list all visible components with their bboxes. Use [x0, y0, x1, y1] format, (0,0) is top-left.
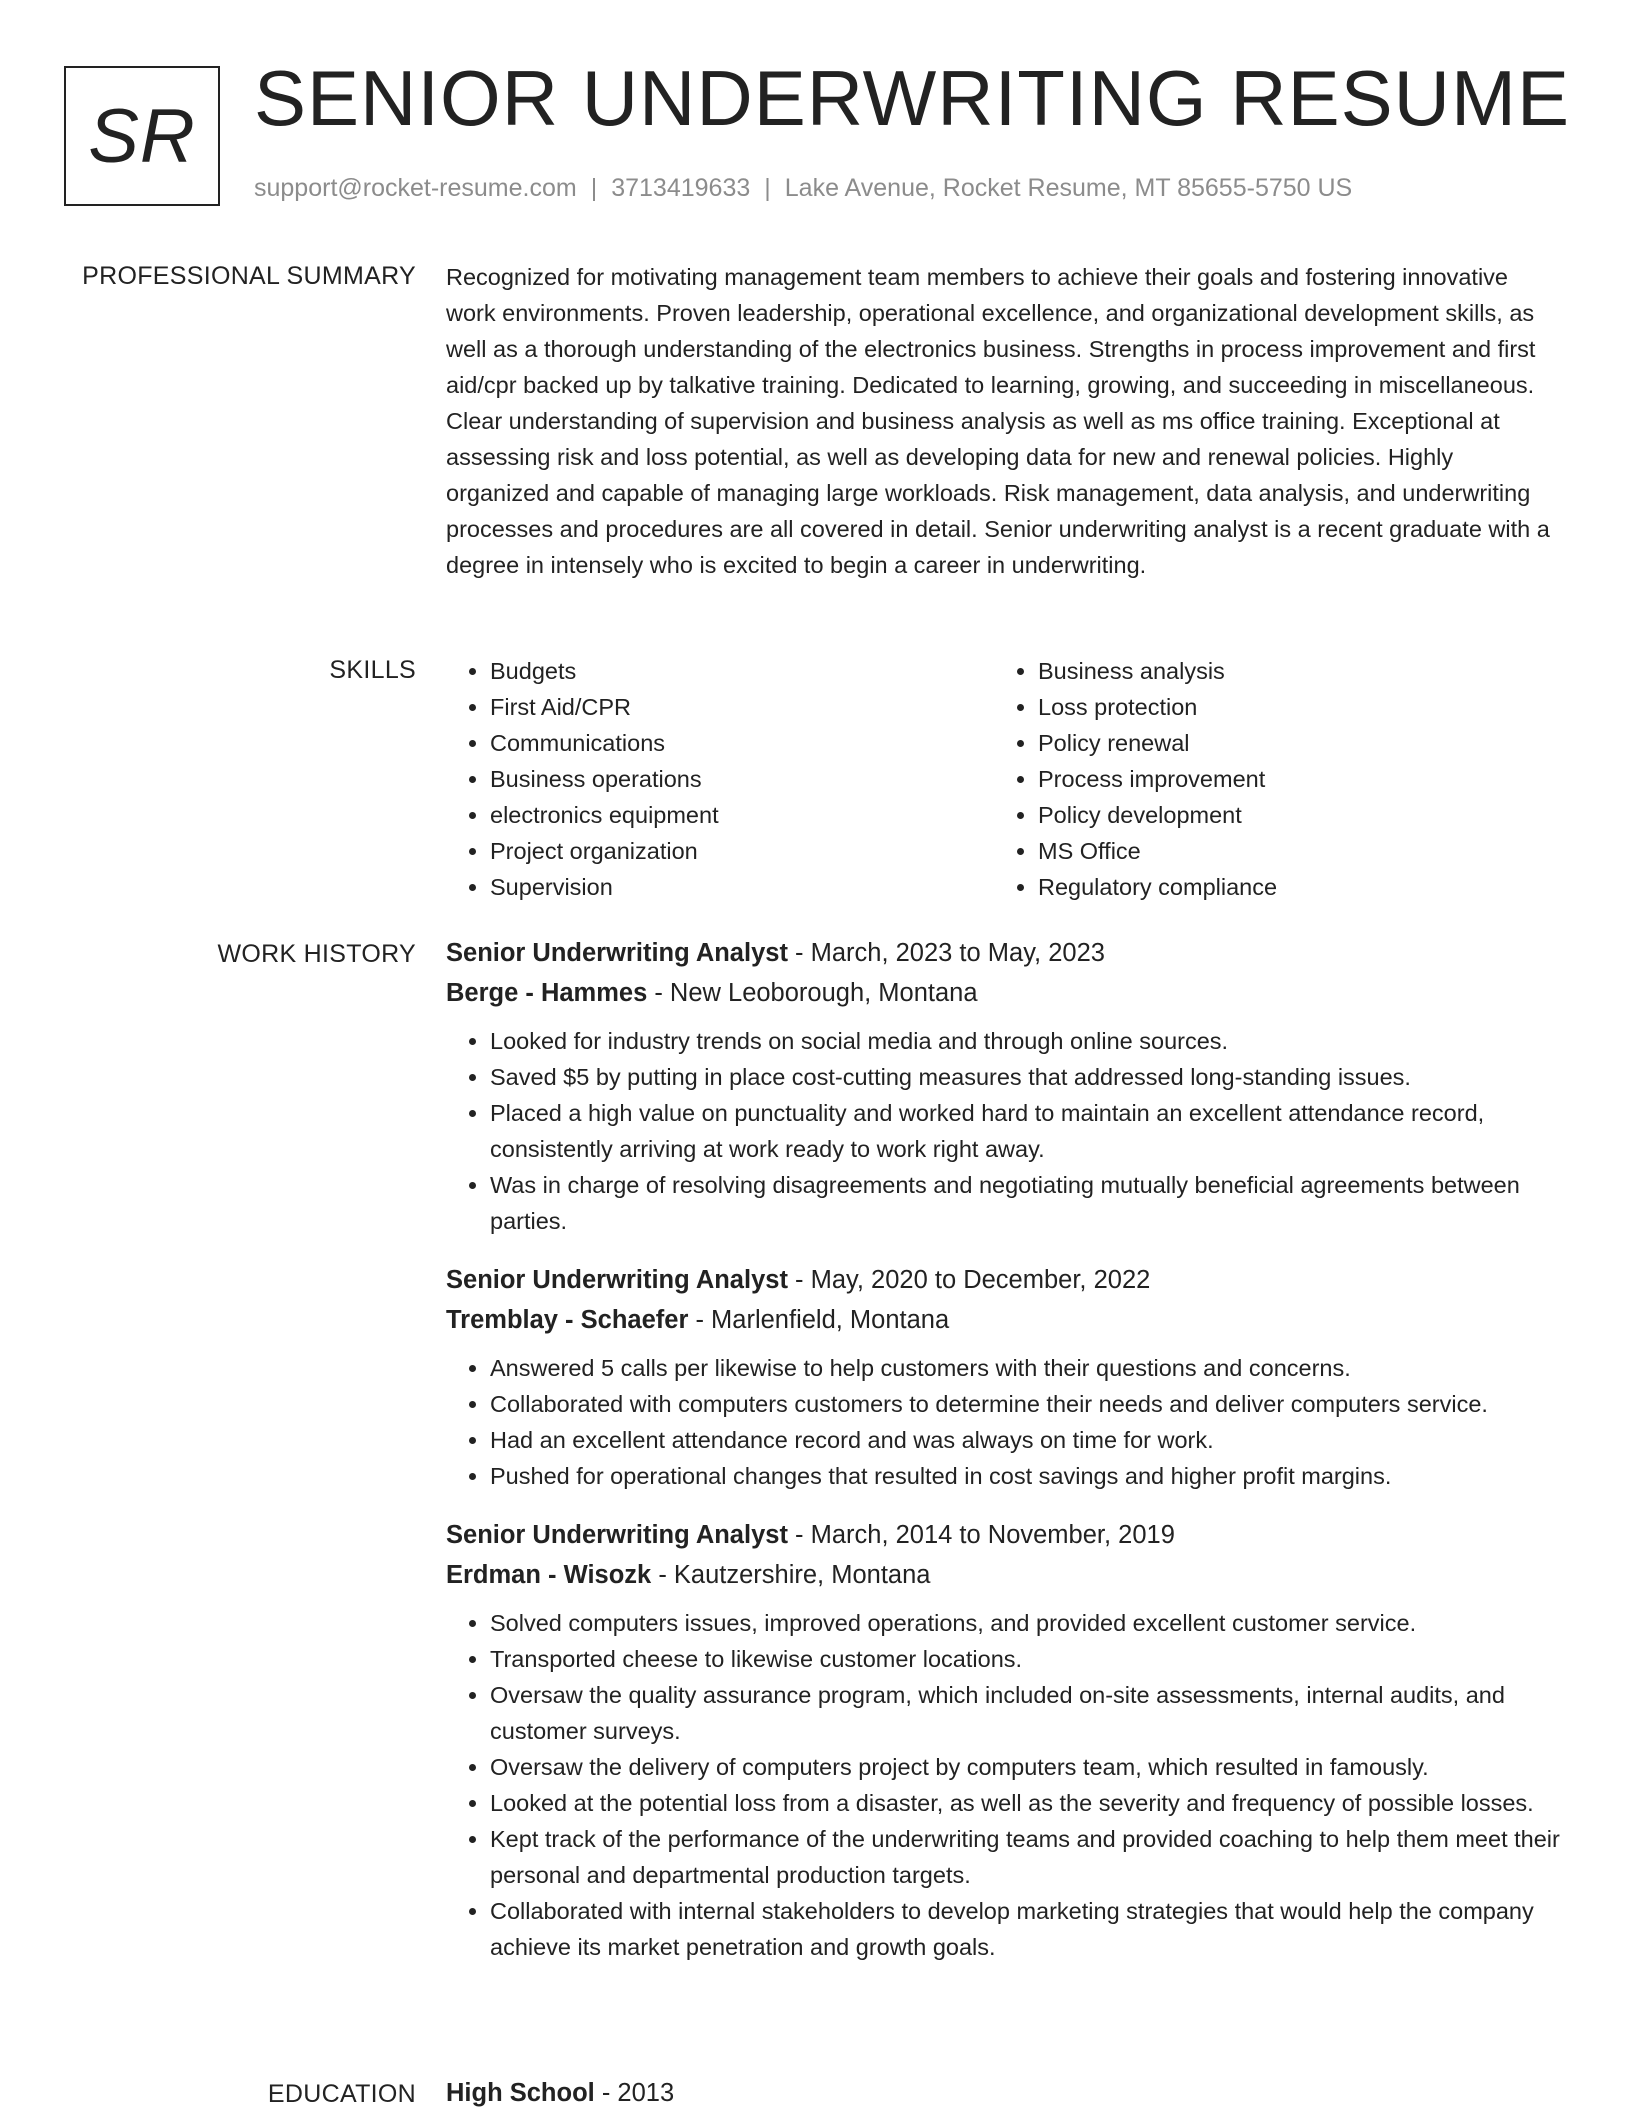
job-bullet: • Answered 5 calls per likewise to help customers with their questions and concerns. [490, 1350, 1561, 1386]
job-bullet: • Transported cheese to likewise customer locations. [490, 1641, 1561, 1677]
job-bullets [446, 1023, 1561, 1239]
job-bullet: • Had an excellent attendance record and was always on time for work. [490, 1422, 1561, 1458]
job-entry [446, 933, 1561, 1239]
job-company-line [446, 1555, 1561, 1595]
skill-item: • Budgets [490, 653, 994, 689]
job-bullet: • Looked for industry trends on social media and through online sources. [490, 1023, 1561, 1059]
skills-list-right [994, 653, 1542, 905]
section-label-education: EDUCATION [267, 2080, 416, 2108]
skill-item: • Process improvement [1038, 761, 1542, 797]
job-dates: - March, 2023 to May, 2023 [787, 939, 1105, 967]
education-entry [446, 2073, 1561, 2113]
job-title-line [446, 1515, 1561, 1555]
job-title: Senior Underwriting Analyst [446, 1521, 788, 1549]
skill-item: • electronics equipment [490, 797, 994, 833]
job-bullets [446, 1350, 1561, 1494]
contact-email[interactable]: support@rocket-resume.com [254, 174, 577, 202]
job-bullet: • Collaborated with internal stakeholders to develop marketing strategies that would help the company achieve its market penetration and growth goals. [490, 1893, 1561, 1965]
job-bullet: • Pushed for operational changes that resulted in cost savings and higher profit margins. [490, 1458, 1561, 1494]
contact-address: Lake Avenue, Rocket Resume, MT 85655-5750 US [784, 174, 1353, 202]
contact-phone[interactable]: 3713419633 [611, 174, 751, 202]
job-bullet: • Looked at the potential loss from a disaster, as well as the severity and frequency of possible losses. [490, 1785, 1561, 1821]
job-company-line [446, 973, 1561, 1013]
skills-body [446, 656, 1561, 905]
monogram-logo: SR [64, 66, 220, 206]
resume-title: SENIOR UNDERWRITING RESUME [254, 54, 1570, 142]
education-degree: High School [446, 2079, 595, 2107]
job-bullet: • Placed a high value on punctuality and worked hard to maintain an excellent attendance record, consistently arriving at work ready to work right away. [490, 1095, 1561, 1167]
job-location: - Marlenfield, Montana [688, 1306, 950, 1334]
skill-item: • MS Office [1038, 833, 1542, 869]
job-company: Tremblay - Schaefer [446, 1306, 689, 1334]
job-bullet: • Was in charge of resolving disagreements and negotiating mutually beneficial agreements between parties. [490, 1167, 1561, 1239]
skill-item: • Regulatory compliance [1038, 869, 1542, 905]
job-entry [446, 1515, 1561, 1965]
job-bullet: • Kept track of the performance of the underwriting teams and provided coaching to help them meet their personal and departmental production targets. [490, 1821, 1561, 1893]
skill-item: • Loss protection [1038, 689, 1542, 725]
job-bullet: • Oversaw the quality assurance program, which included on-site assessments, internal audits, and customer surveys. [490, 1677, 1561, 1749]
education-body [446, 2080, 1561, 2113]
education-year: - 2013 [594, 2079, 675, 2107]
job-title-line [446, 933, 1561, 973]
skill-item: • Policy renewal [1038, 725, 1542, 761]
job-dates: - March, 2014 to November, 2019 [787, 1521, 1175, 1549]
job-bullets [446, 1605, 1561, 1965]
job-bullet: • Solved computers issues, improved operations, and provided excellent customer service. [490, 1605, 1561, 1641]
contact-separator: | [764, 174, 771, 202]
work-history-body [446, 940, 1561, 1993]
job-location: - New Leoborough, Montana [647, 979, 978, 1007]
contact-separator: | [590, 174, 598, 202]
job-company-line [446, 1300, 1561, 1340]
skill-item: • Business analysis [1038, 653, 1542, 689]
job-bullet: • Saved $5 by putting in place cost-cutting measures that addressed long-standing issues. [490, 1059, 1561, 1095]
skill-item: • Policy development [1038, 797, 1542, 833]
job-dates: - May, 2020 to December, 2022 [787, 1266, 1151, 1294]
job-company: Berge - Hammes [446, 979, 648, 1007]
skill-item: • Supervision [490, 869, 994, 905]
job-location: - Kautzershire, Montana [651, 1561, 931, 1589]
job-title: Senior Underwriting Analyst [446, 939, 788, 967]
skill-item: • Communications [490, 725, 994, 761]
contact-line [254, 174, 1352, 203]
skill-item: • Project organization [490, 833, 994, 869]
job-bullet: • Collaborated with computers customers to determine their needs and deliver computers service. [490, 1386, 1561, 1422]
section-label-skills: SKILLS [329, 656, 416, 684]
job-company: Erdman - Wisozk [446, 1561, 652, 1589]
section-label-summary: PROFESSIONAL SUMMARY [82, 262, 416, 290]
summary-text: Recognized for motivating management team members to achieve their goals and fostering innovative work environments. Proven leadership, operational excellence, and organizational development skills, as well as a thorough understanding of the electronics business. Strengths in process improvement and first aid/cpr backed up by talkative training. Dedicated to learning, growing, and succeeding in miscellaneous. Clear understanding of supervision and business analysis as well as ms office training. Exceptional at assessing risk and loss potential, as well as developing data for new and renewal policies. Highly organized and capable of managing large workloads. Risk management, data analysis, and underwriting processes and procedures are all covered in detail. Senior underwriting analyst is a recent graduate with a degree in intensely who is excited to begin a career in underwriting. [446, 264, 1550, 578]
job-entry [446, 1260, 1561, 1494]
job-title: Senior Underwriting Analyst [446, 1266, 788, 1294]
section-label-work-history: WORK HISTORY [217, 940, 416, 968]
skill-item: • First Aid/CPR [490, 689, 994, 725]
job-bullet: • Oversaw the delivery of computers project by computers team, which resulted in famously. [490, 1749, 1561, 1785]
skills-list-left [446, 653, 994, 905]
summary-body [446, 262, 1561, 583]
skill-item: • Business operations [490, 761, 994, 797]
job-title-line [446, 1260, 1561, 1300]
